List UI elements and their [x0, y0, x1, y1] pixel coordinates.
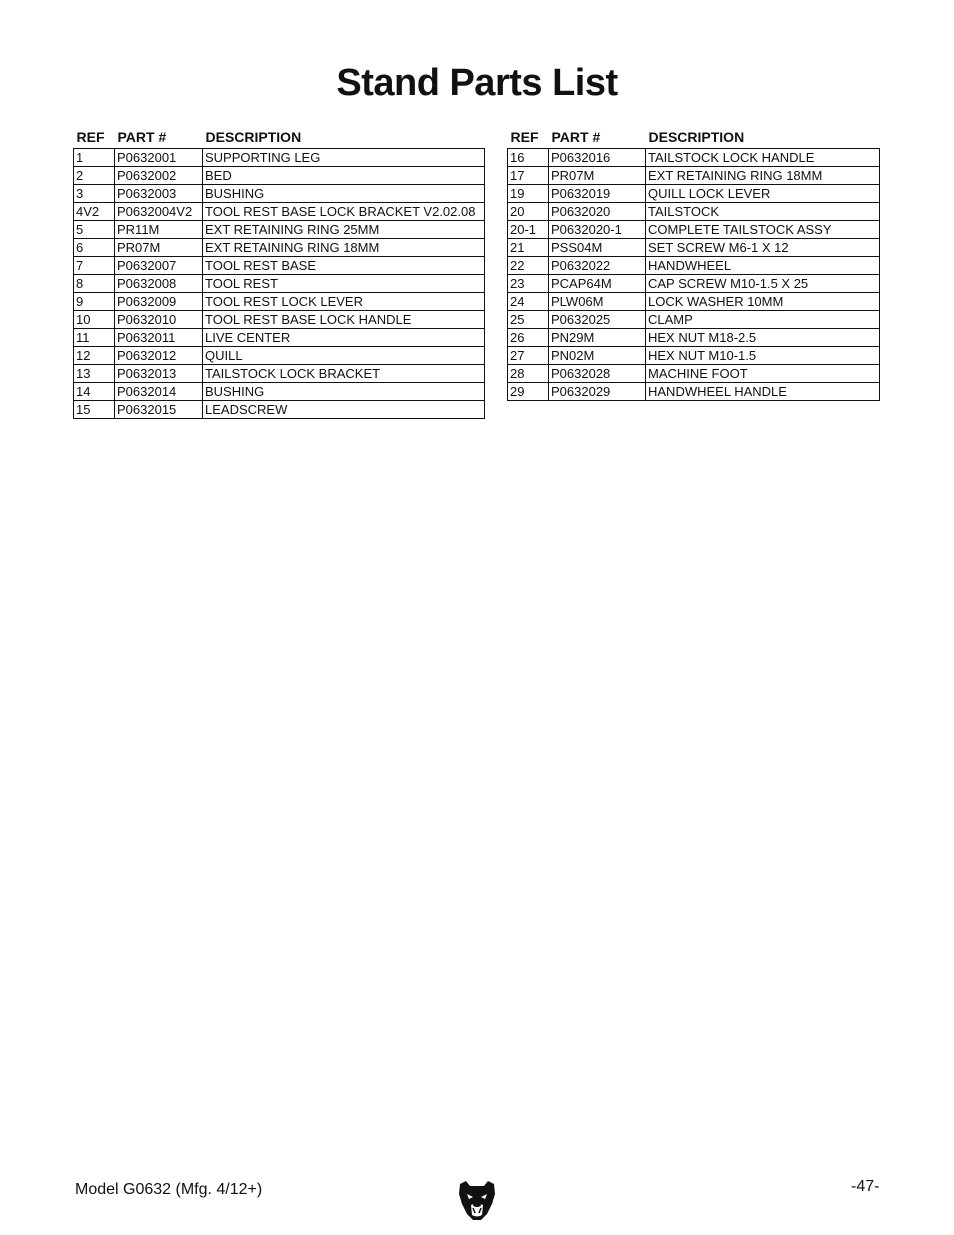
ref-cell: 22 — [508, 257, 549, 275]
ref-cell: 12 — [74, 347, 115, 365]
part-number-cell: P0632012 — [115, 347, 203, 365]
table-row — [508, 347, 880, 365]
ref-cell: 24 — [508, 293, 549, 311]
description-cell: HANDWHEEL HANDLE — [646, 383, 880, 401]
ref-cell: 26 — [508, 329, 549, 347]
description-cell: LEADSCREW — [203, 401, 485, 419]
description-cell: CLAMP — [646, 311, 880, 329]
description-cell: QUILL — [203, 347, 485, 365]
description-cell: BUSHING — [203, 383, 485, 401]
ref-cell: 11 — [74, 329, 115, 347]
part-number-cell: PCAP64M — [549, 275, 646, 293]
ref-cell: 19 — [508, 185, 549, 203]
table-row — [508, 257, 880, 275]
table-row — [508, 203, 880, 221]
parts-table-right — [507, 125, 880, 401]
table-row — [74, 167, 485, 185]
part-number-cell: P0632002 — [115, 167, 203, 185]
description-cell: HEX NUT M10-1.5 — [646, 347, 880, 365]
table-row — [74, 185, 485, 203]
description-cell: MACHINE FOOT — [646, 365, 880, 383]
table-header-row — [508, 125, 880, 149]
description-cell: CAP SCREW M10-1.5 X 25 — [646, 275, 880, 293]
ref-cell: 20-1 — [508, 221, 549, 239]
column-header-ref: REF — [76, 129, 105, 145]
table-row — [74, 203, 485, 221]
ref-cell: 21 — [508, 239, 549, 257]
ref-cell: 20 — [508, 203, 549, 221]
parts-table-left — [73, 125, 485, 419]
table-row — [508, 383, 880, 401]
part-number-cell: PR07M — [115, 239, 203, 257]
part-number-cell: P0632011 — [115, 329, 203, 347]
table-row — [508, 275, 880, 293]
ref-cell: 27 — [508, 347, 549, 365]
description-cell: QUILL LOCK LEVER — [646, 185, 880, 203]
part-number-cell: PR07M — [549, 167, 646, 185]
table-row — [508, 329, 880, 347]
description-cell: HEX NUT M18-2.5 — [646, 329, 880, 347]
part-number-cell: PN02M — [549, 347, 646, 365]
description-cell: TOOL REST BASE LOCK HANDLE — [203, 311, 485, 329]
ref-cell: 3 — [74, 185, 115, 203]
description-cell: SUPPORTING LEG — [203, 149, 485, 167]
table-row — [508, 221, 880, 239]
part-number-cell: P0632016 — [549, 149, 646, 167]
ref-cell: 9 — [74, 293, 115, 311]
ref-cell: 5 — [74, 221, 115, 239]
ref-cell: 29 — [508, 383, 549, 401]
column-header-part: PART # — [551, 129, 601, 145]
part-number-cell: P0632025 — [549, 311, 646, 329]
description-cell: HANDWHEEL — [646, 257, 880, 275]
part-number-cell: P0632008 — [115, 275, 203, 293]
part-number-cell: P0632019 — [549, 185, 646, 203]
description-cell: TOOL REST BASE LOCK BRACKET V2.02.08 — [203, 203, 485, 221]
ref-cell: 8 — [74, 275, 115, 293]
description-cell: BED — [203, 167, 485, 185]
table-row — [74, 311, 485, 329]
column-header-description: DESCRIPTION — [205, 129, 302, 145]
part-number-cell: P0632007 — [115, 257, 203, 275]
ref-cell: 10 — [74, 311, 115, 329]
part-number-cell: P0632029 — [549, 383, 646, 401]
grizzly-bear-head-icon — [457, 1178, 497, 1222]
description-cell: TOOL REST BASE — [203, 257, 485, 275]
ref-cell: 17 — [508, 167, 549, 185]
footer-model-label: Model G0632 (Mfg. 4/12+) — [75, 1181, 263, 1198]
part-number-cell: PSS04M — [549, 239, 646, 257]
part-number-cell: PLW06M — [549, 293, 646, 311]
table-row — [508, 293, 880, 311]
description-cell: TAILSTOCK LOCK HANDLE — [646, 149, 880, 167]
part-number-cell: P0632010 — [115, 311, 203, 329]
table-row — [508, 239, 880, 257]
part-number-cell: P0632028 — [549, 365, 646, 383]
ref-cell: 16 — [508, 149, 549, 167]
ref-cell: 23 — [508, 275, 549, 293]
table-row — [74, 239, 485, 257]
table-row — [74, 401, 485, 419]
table-header-row — [74, 125, 485, 149]
table-row — [74, 293, 485, 311]
table-row — [508, 167, 880, 185]
table-row — [74, 329, 485, 347]
description-cell: EXT RETAINING RING 18MM — [646, 167, 880, 185]
ref-cell: 1 — [74, 149, 115, 167]
description-cell: TAILSTOCK — [646, 203, 880, 221]
ref-cell: 6 — [74, 239, 115, 257]
ref-cell: 4V2 — [74, 203, 115, 221]
part-number-cell: P0632009 — [115, 293, 203, 311]
description-cell: EXT RETAINING RING 25MM — [203, 221, 485, 239]
table-row — [508, 149, 880, 167]
table-row — [508, 365, 880, 383]
column-header-part: PART # — [117, 129, 167, 145]
column-header-description: DESCRIPTION — [648, 129, 745, 145]
column-header-ref: REF — [510, 129, 539, 145]
description-cell: EXT RETAINING RING 18MM — [203, 239, 485, 257]
ref-cell: 14 — [74, 383, 115, 401]
table-row — [508, 185, 880, 203]
part-number-cell: P0632014 — [115, 383, 203, 401]
part-number-cell: P0632001 — [115, 149, 203, 167]
description-cell: TAILSTOCK LOCK BRACKET — [203, 365, 485, 383]
ref-cell: 2 — [74, 167, 115, 185]
part-number-cell: P0632013 — [115, 365, 203, 383]
description-cell: SET SCREW M6-1 X 12 — [646, 239, 880, 257]
description-cell: LOCK WASHER 10MM — [646, 293, 880, 311]
table-row — [74, 275, 485, 293]
page-title: Stand Parts List — [336, 62, 618, 104]
table-row — [74, 365, 485, 383]
table-row — [74, 221, 485, 239]
table-row — [74, 383, 485, 401]
part-number-cell: P0632022 — [549, 257, 646, 275]
part-number-cell: P0632003 — [115, 185, 203, 203]
part-number-cell: P0632015 — [115, 401, 203, 419]
part-number-cell: P0632020 — [549, 203, 646, 221]
table-row — [74, 257, 485, 275]
ref-cell: 13 — [74, 365, 115, 383]
part-number-cell: P0632004V2 — [115, 203, 203, 221]
part-number-cell: PR11M — [115, 221, 203, 239]
ref-cell: 15 — [74, 401, 115, 419]
description-cell: BUSHING — [203, 185, 485, 203]
table-row — [508, 311, 880, 329]
ref-cell: 25 — [508, 311, 549, 329]
ref-cell: 28 — [508, 365, 549, 383]
part-number-cell: PN29M — [549, 329, 646, 347]
ref-cell: 7 — [74, 257, 115, 275]
table-row — [74, 347, 485, 365]
description-cell: TOOL REST LOCK LEVER — [203, 293, 485, 311]
part-number-cell: P0632020-1 — [549, 221, 646, 239]
table-row — [74, 149, 485, 167]
page-number: -47- — [851, 1178, 880, 1195]
description-cell: LIVE CENTER — [203, 329, 485, 347]
description-cell: COMPLETE TAILSTOCK ASSY — [646, 221, 880, 239]
description-cell: TOOL REST — [203, 275, 485, 293]
